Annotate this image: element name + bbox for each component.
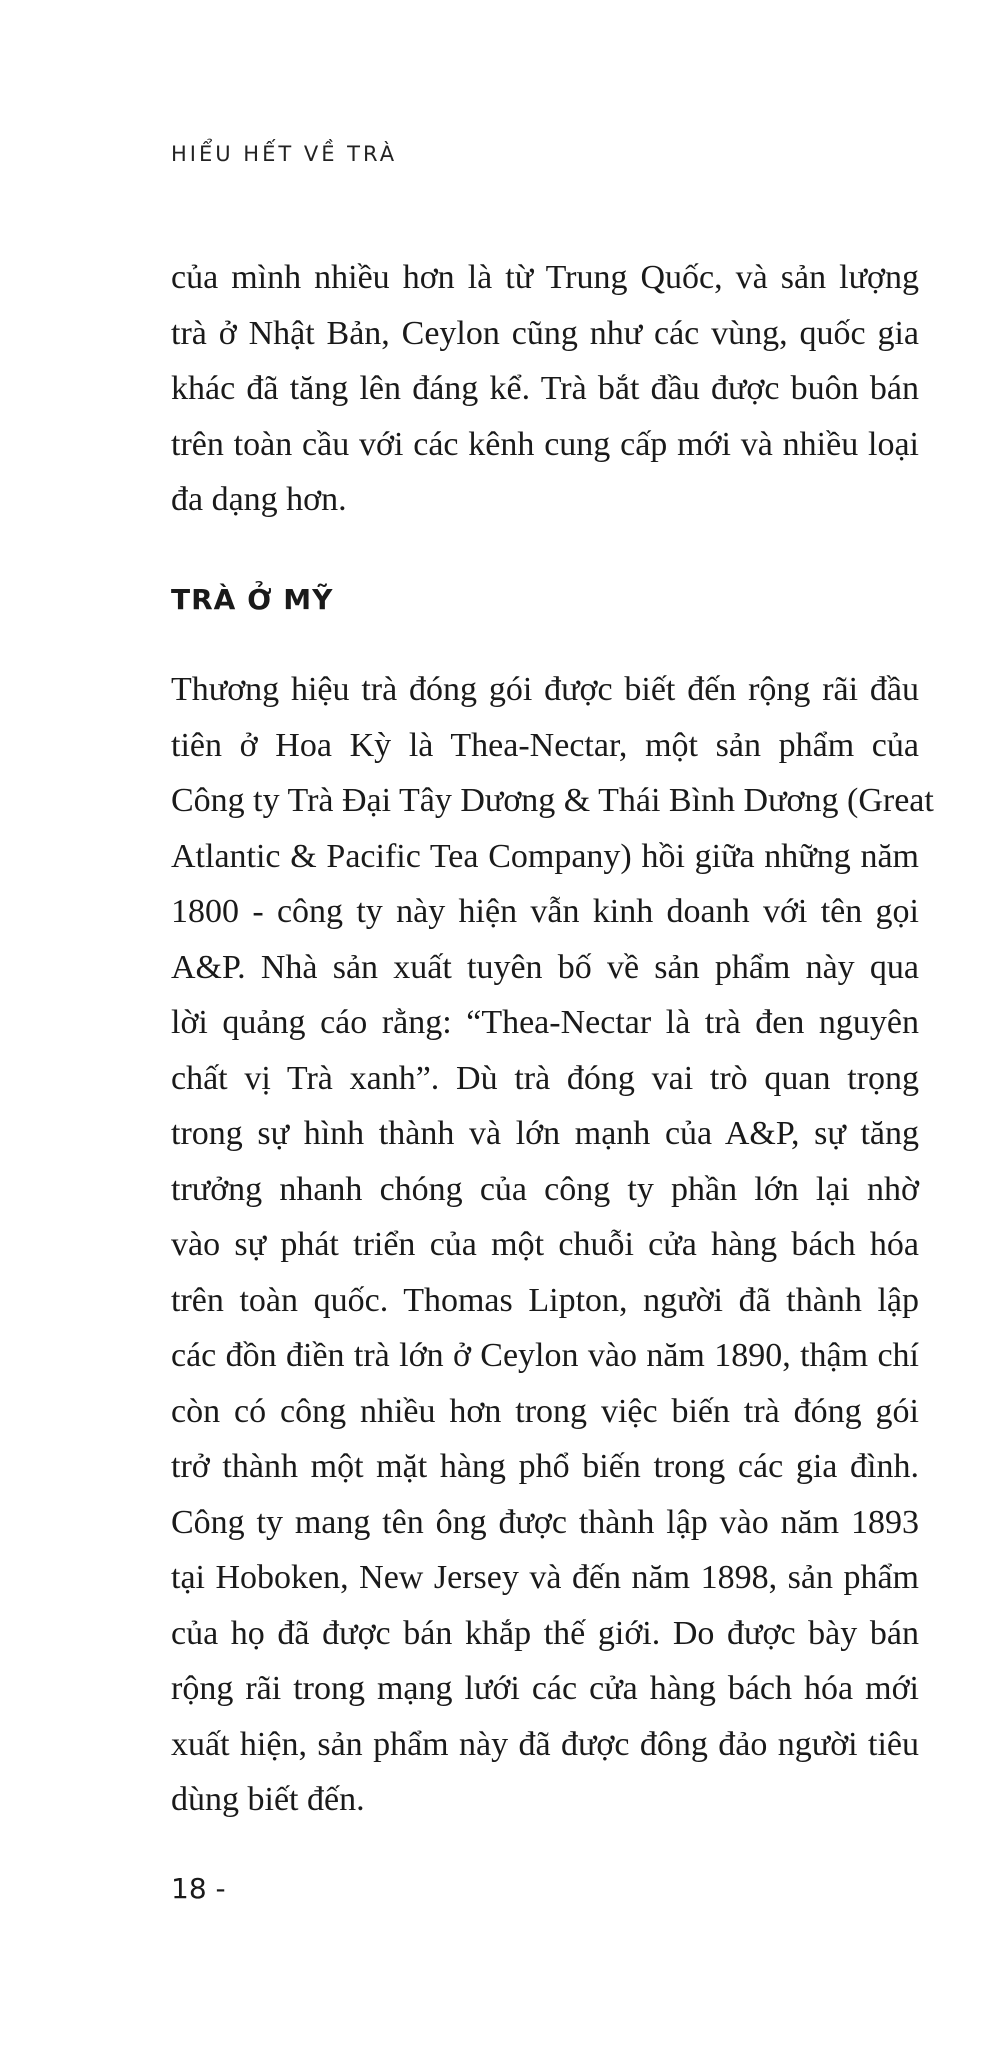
text-line: rộng rãi trong mạng lưới các cửa hàng bách hóa mới	[171, 1670, 919, 1707]
text-line: chất vị Trà xanh”. Dù trà đóng vai trò quan trọng	[171, 1059, 919, 1097]
text-line: đa dạng hơn.	[171, 481, 347, 518]
text-line: các đồn điền trà lớn ở Ceylon vào năm 1890, thậm chí	[171, 1337, 919, 1374]
text-line: vào sự phát triển của một chuỗi cửa hàng bách hóa	[171, 1226, 919, 1263]
text-line: trưởng nhanh chóng của công ty phần lớn lại nhờ	[171, 1170, 919, 1208]
text-line: xuất hiện, sản phẩm này đã được đông đảo người tiêu	[171, 1725, 919, 1763]
text-line: trở thành một mặt hàng phổ biến trong các gia đình.	[171, 1448, 919, 1485]
text-line: trà ở Nhật Bản, Ceylon cũng như các vùng, quốc gia	[171, 314, 919, 352]
page-number: 18 -	[171, 1872, 226, 1905]
paragraph-tea-in-america	[171, 662, 934, 1828]
paragraph-continued	[171, 250, 919, 528]
text-line: còn có công nhiều hơn trong việc biến trà đóng gói	[171, 1392, 919, 1430]
text-line: Công ty Trà Đại Tây Dương & Thái Bình Dương (Great	[171, 782, 934, 819]
text-line: dùng biết đến.	[171, 1781, 365, 1818]
text-line: khác đã tăng lên đáng kể. Trà bắt đầu được buôn bán	[171, 370, 919, 407]
text-line: của mình nhiều hơn là từ Trung Quốc, và sản lượng	[171, 259, 919, 296]
text-line: trên toàn quốc. Thomas Lipton, người đã thành lập	[171, 1281, 919, 1319]
text-line: A&P. Nhà sản xuất tuyên bố về sản phẩm này qua	[171, 948, 919, 986]
text-line: Thương hiệu trà đóng gói được biết đến rộng rãi đầu	[171, 671, 919, 708]
text-line: tiên ở Hoa Kỳ là Thea-Nectar, một sản phẩm của	[171, 726, 919, 764]
text-line: trong sự hình thành và lớn mạnh của A&P, sự tăng	[171, 1115, 919, 1152]
section-heading: TRÀ Ở MỸ	[171, 583, 334, 616]
running-header: HIỂU HẾT VỀ TRÀ	[171, 142, 398, 166]
text-line: lời quảng cáo rằng: “Thea-Nectar là trà đen nguyên	[171, 1004, 919, 1041]
text-line: Atlantic & Pacific Tea Company) hồi giữa những năm	[171, 837, 919, 875]
text-line: của họ đã được bán khắp thế giới. Do được bày bán	[171, 1614, 919, 1652]
text-line: 1800 - công ty này hiện vẫn kinh doanh với tên gọi	[171, 893, 919, 930]
text-line: Công ty mang tên ông được thành lập vào năm 1893	[171, 1503, 919, 1541]
text-line: trên toàn cầu với các kênh cung cấp mới và nhiều loại	[171, 425, 919, 463]
text-line: tại Hoboken, New Jersey và đến năm 1898, sản phẩm	[171, 1559, 919, 1596]
